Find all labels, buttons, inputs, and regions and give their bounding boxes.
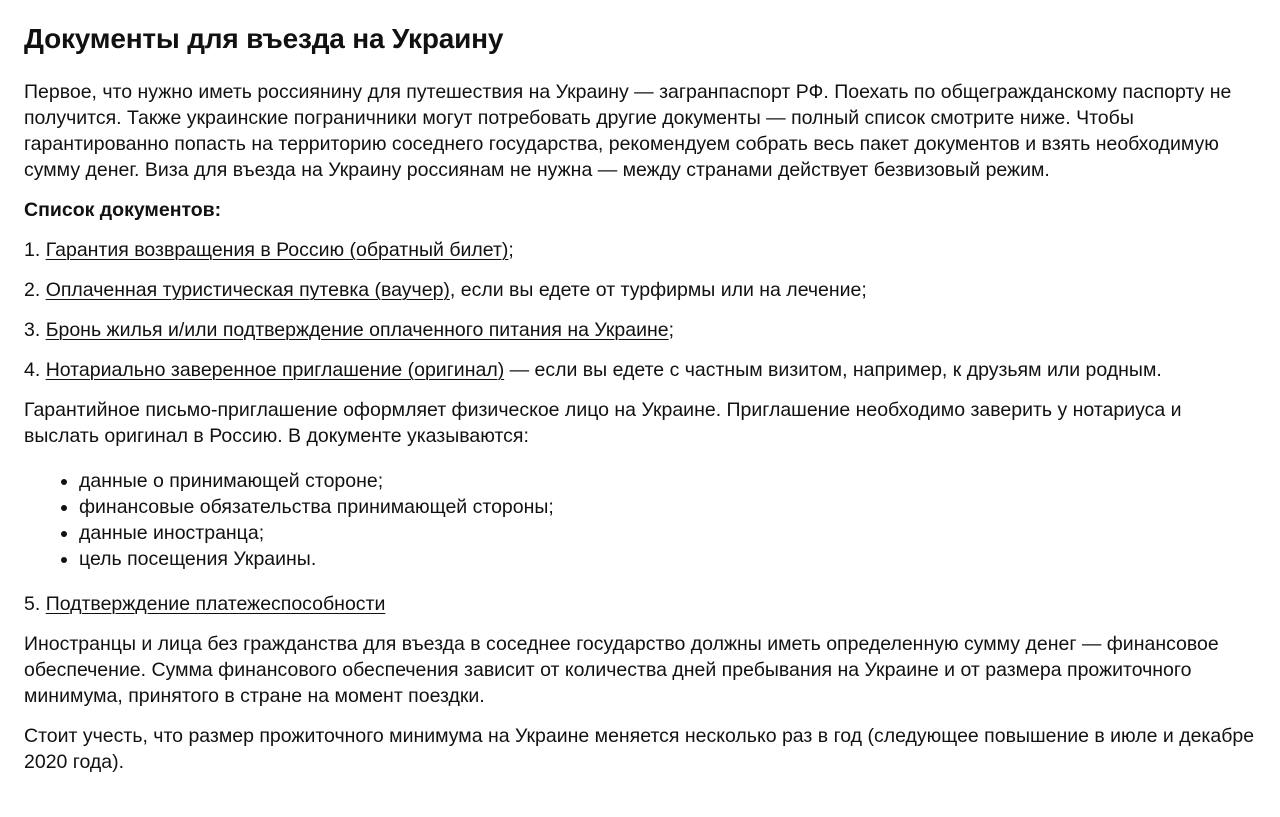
document-item-3: [24, 317, 1260, 343]
funds-paragraph: Иностранцы и лица без гражданства для въезда в соседнее государство должны иметь определенную сумму денег — финансовое обеспечение. Сумма финансового обеспечения зависит от количества дней пребывания на Украине и от размера прожиточного минимума, принятого в стране на момент поездки.: [24, 633, 1219, 707]
item-number: 2.: [24, 279, 46, 301]
document-item-5: [24, 591, 1260, 617]
document-item-1: [24, 237, 1260, 263]
housing-booking-link[interactable]: Бронь жилья и/или подтверждение оплаченного питания на Украине: [45, 319, 669, 341]
item-suffix: ;: [668, 319, 675, 341]
document-item-2: [24, 277, 1260, 303]
item-suffix: — если вы едете с частным визитом, например, к друзьям или родным.: [504, 359, 1162, 381]
item-suffix: ;: [508, 239, 514, 261]
item-number: 5.: [24, 593, 46, 615]
list-item: • цель посещения Украины.: [79, 546, 1260, 572]
documents-list-heading: Список документов:: [24, 199, 222, 221]
document-item-4: [24, 357, 1260, 383]
solvency-proof-link[interactable]: Подтверждение платежеспособности: [45, 593, 386, 615]
list-item: • финансовые обязательства принимающей стороны;: [79, 494, 1260, 520]
item-number: 3.: [24, 319, 46, 341]
list-item: • данные иностранца;: [79, 520, 1260, 546]
item-number: 4.: [24, 359, 46, 381]
item-number: 1.: [24, 239, 46, 261]
article: [24, 0, 1260, 775]
item-suffix: , если вы едете от турфирмы или на лечение;: [449, 279, 867, 301]
invitation-paragraph: Гарантийное письмо-приглашение оформляет физическое лицо на Украине. Приглашение необходимо заверить у нотариуса и выслать оригинал в Россию. В документе указываются:: [24, 399, 1182, 447]
page-title: Документы для въезда на Украину: [24, 23, 504, 54]
intro-paragraph: Первое, что нужно иметь россиянину для путешествия на Украину — загранпаспорт РФ. Поехать по общегражданскому паспорту не получится. Также украинские пограничники могут потребовать другие документы — полный список смотрите ниже. Чтобы гарантированно попасть на территорию соседнего государства, рекомендуем собрать весь пакет документов и взять необходимую сумму денег. Виза для въезда на Украину россиянам не нужна — между странами действует безвизовый режим.: [24, 81, 1232, 181]
tour-voucher-link[interactable]: Оплаченная туристическая путевка (ваучер): [45, 279, 450, 301]
subsistence-minimum-paragraph: Стоит учесть, что размер прожиточного минимума на Украине меняется несколько раз в год (следующее повышение в июле и декабре 2020 года).: [24, 725, 1255, 773]
invitation-contents-list: [24, 468, 1260, 572]
return-guarantee-link[interactable]: Гарантия возвращения в Россию (обратный билет): [45, 239, 509, 261]
list-item: • данные о принимающей стороне;: [79, 468, 1260, 494]
notarized-invitation-link[interactable]: Нотариально заверенное приглашение (оригинал): [45, 359, 505, 381]
